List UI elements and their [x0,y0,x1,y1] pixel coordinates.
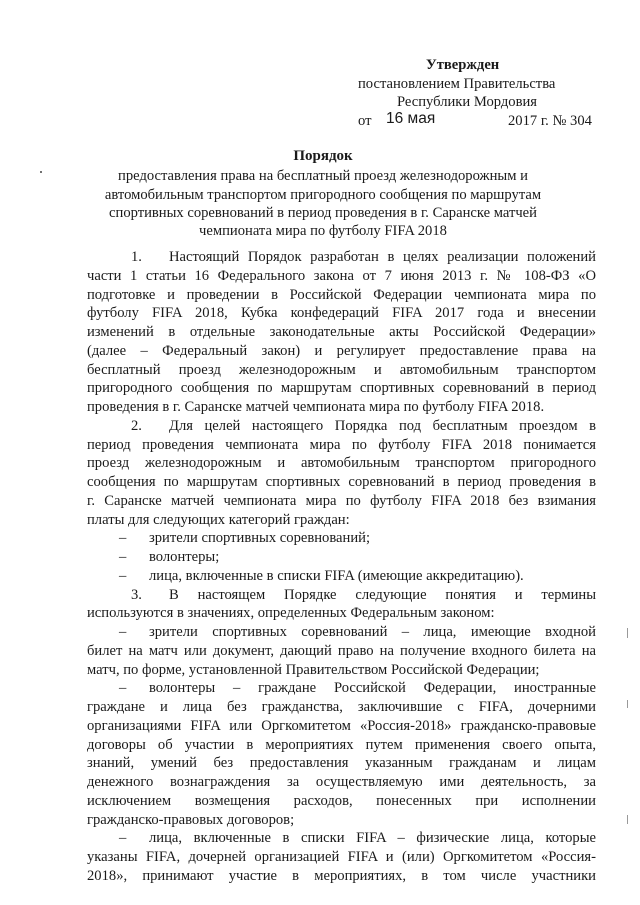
list-item [87,567,596,586]
paragraph-text: Для целей настоящего Порядка под бесплатным проездом в [169,417,596,434]
title-line: спортивных соревнований в период проведения в г. Саранске матчей [109,204,537,221]
paragraph-line: части 1 статьи 16 Федерального закона от 7 июня 2013 г. № 108-ФЗ «О [87,267,596,284]
paragraph-line: изменений в отдельные законодательные акты Российской Федерации» [87,324,596,340]
paragraph-line: используются в значениях, определенных Федеральным законом: [87,605,495,622]
scan-edge-mark [627,700,628,708]
paragraph-2-first-line [87,417,596,436]
paragraph-line: граждане и лица без гражданства, заключившие с FIFA, дочерними [87,699,596,715]
paragraph-line: сообщения по маршрутам спортивных соревнований в период проведения в [87,474,596,490]
paragraph-text: В настоящем Порядке следующие понятия и термины [169,586,596,603]
paragraph-line: проведения в г. Саранске матчей чемпионата мира по футболу FIFA 2018. [87,399,545,415]
paragraph-line: футболу FIFA 2018, Кубка конфедераций FIFA 2017 года и внесении [87,305,596,322]
approval-date-line [340,109,630,132]
approval-from: от [358,112,372,129]
paragraph-line: 2018», принимают участие в мероприятиях, в том числе участники [87,867,596,884]
approval-region: Республики Мордовия [397,94,538,110]
paragraph-1-first-line [87,248,596,267]
scan-edge-mark [627,815,628,824]
approval-title: Утвержден [426,57,500,73]
paragraph-line: билет на матч или документ, дающий право на получение входного билета на [87,642,596,659]
scan-edge-mark [627,628,628,638]
paragraph-line: период проведения чемпионата мира по футболу FIFA 2018 понимается [87,436,596,453]
definition-text: зрители спортивных соревнований – лица, имеющие входной [149,624,596,640]
definition-text: волонтеры – граждане Российской Федерации, иностранные [149,680,596,697]
paragraph-line: бесплатный проезд железнодорожным и автомобильным транспортом [87,361,596,378]
approval-issuer: постановлением Правительства [358,75,556,92]
dash-bullet: – [119,549,127,565]
document-title [100,147,546,240]
title-line: чемпионата мира по футболу FIFA 2018 [199,223,447,240]
list-item-text: волонтеры; [149,549,220,565]
paragraph-line: пригородного сообщения по маршрутам спортивных соревнований в период [87,380,596,397]
paragraph-line: денежного вознаграждения за осуществляемую ими деятельность, за [87,774,596,790]
definition-first-line [87,679,596,698]
list-item [87,548,596,567]
paragraph-number: 2. [131,417,142,434]
dash-bullet: – [119,624,127,640]
paragraph-number: 3. [131,586,142,603]
paragraph-line: знаний, умений без предоставления указанным гражданам и лицам [87,755,596,772]
definition-first-line [87,623,596,642]
paragraph-line: платы для следующих категорий граждан: [87,511,350,528]
paragraph-line: г. Саранске матчей чемпионата мира по футболу FIFA 2018 без взимания [87,492,596,509]
approval-year-number: 2017 г. № 304 [508,112,592,129]
paragraph-line: организациями FIFA или Оргкомитетом «Россия-2018» гражданско-правовые [87,717,596,734]
dash-bullet: – [119,680,127,697]
definition-first-line [87,829,596,848]
paragraph-line: матч, по форме, установленной Правительством Российской Федерации; [87,661,540,678]
title-line: автомобильным транспортом пригородного сообщения по маршрутам [104,186,542,203]
paragraph-line: договоры об участии в мероприятиях путем применения своего опыта, [87,736,596,753]
title-line: предоставления права на бесплатный проезд железнодорожным и [118,168,528,185]
list-item-text: лица, включенные в списки FIFA (имеющие аккредитацию). [149,567,524,584]
paragraph-line: исключением возмещения расходов, понесенных при исполнении [87,792,596,809]
paragraph-number: 1. [131,249,142,265]
paragraph-line: гражданско-правовых договоров; [87,811,295,828]
paragraph-line: указаны FIFA, дочерней организацией FIFA и (или) Оргкомитетом «Россия- [87,849,596,865]
paragraph-3-first-line [87,586,596,605]
paragraph-line: подготовке и проведении в Российской Федерации чемпионата мира по [87,286,596,303]
dash-bullet: – [119,830,127,847]
document-body [87,248,596,886]
title-heading: Порядок [293,148,353,164]
scan-speck [40,171,42,173]
paragraph-line: проезд железнодорожным и автомобильным транспортом пригородного [87,455,596,472]
list-item [87,529,596,548]
approval-block [340,56,630,132]
dash-bullet: – [119,530,127,547]
definition-text: лица, включенные в списки FIFA – физические лица, которые [149,830,596,847]
dash-bullet: – [119,567,127,584]
paragraph-text: Настоящий Порядок разработан в целях реализации положений [169,249,596,265]
approval-date: 16 мая [386,109,436,127]
list-item-text: зрители спортивных соревнований; [149,530,371,547]
paragraph-line: (далее – Федеральный закон) и регулирует предоставление права на [87,342,596,359]
